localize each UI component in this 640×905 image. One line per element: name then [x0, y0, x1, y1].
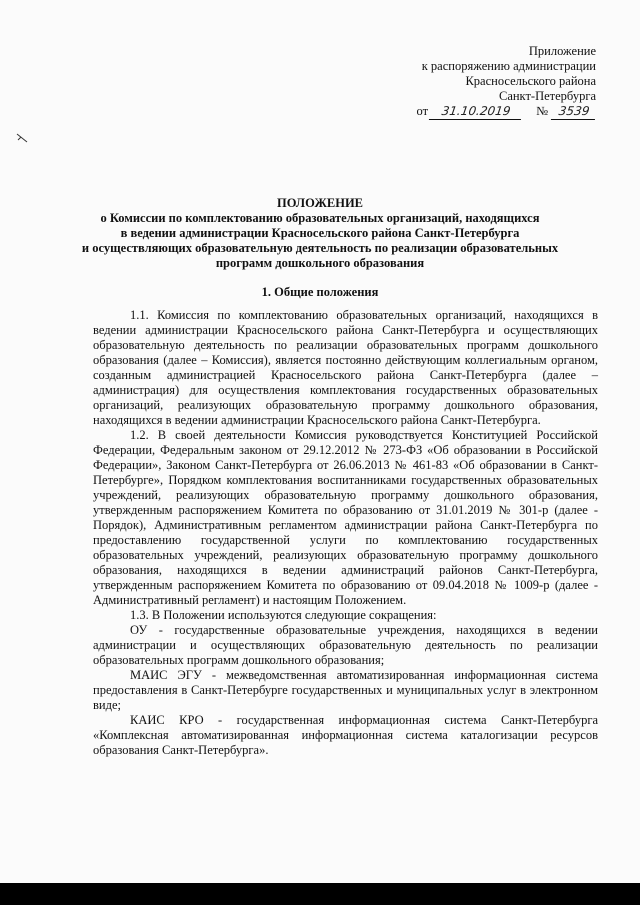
appendix-label: Приложение: [528, 44, 596, 58]
handwritten-date: 31.10.2019: [429, 104, 523, 120]
abbreviation-mais: МАИС ЭГУ - межведомственная автоматизированная информационная система предоставления в Санкт-Петербурге государственных и муниципальных услуг в электронном виде;: [93, 668, 598, 712]
paragraph-1-1: 1.1. Комиссия по комплектованию образовательных организаций, находящихся в ведении администрации Красносельского района Санкт-Петербурга и осуществляющих образовательную деятельность по реализации образовательных программ дошкольного образования (далее – Комиссия), является постоянно действующим коллегиальным органом, созданным администрацией Красносельского района Санкт-Петербурга (далее – администрация) для осуществления комплектования государственных образовательных организаций, реализующих образовательную программу дошкольного образования, находящихся в ведении администрации Красносельского района Санкт-Петербурга.: [93, 308, 598, 427]
appendix-city: Санкт-Петербурга: [498, 89, 596, 103]
paragraph-1-2: 1.2. В своей деятельности Комиссия руководствуется Конституцией Российской Федерации, Федеральным законом от 29.12.2012 № 273-ФЗ «Об образовании в Российской Федерации», Законом Санкт-Петербурга от 26.06.2013 № 461-83 «Об образовании в Санкт-Петербурге», Порядком комплектования воспитанниками государственных образовательных учреждений, реализующих образовательную программу дошкольного образования, утвержденным распоряжением Комитета по образованию от 31.01.2019 № 301-р (далее - Порядок), Административным регламентом администрации района Санкт-Петербурга по предоставлению государственной услуги по комплектованию государственных образовательных учреждений, реализующих образовательную программу дошкольного образования, находящихся в ведении администраций районов Санкт-Петербурга, утвержденным распоряжением Комитета по образованию от 09.04.2018 № 1009-р (далее - Административный регламент) и настоящим Положением.: [93, 428, 598, 607]
title-line-1: о Комиссии по комплектованию образовательных организаций, находящихся: [100, 211, 540, 225]
title-line-4: программ дошкольного образования: [215, 256, 425, 270]
appendix-header: [356, 44, 596, 120]
title-line-3: и осуществляющих образовательную деятельность по реализации образовательных: [81, 241, 559, 255]
appendix-order-ref: к распоряжению администрации: [421, 59, 596, 73]
abbreviation-kais: КАИС КРО - государственная информационная система Санкт-Петербурга «Комплексная автоматизированная информационная система каталогизации ресурсов образования Санкт-Петербурга».: [93, 713, 598, 757]
handwritten-number: 3539: [551, 104, 597, 120]
number-prefix: №: [536, 104, 548, 118]
scan-bottom-bar: [0, 883, 640, 905]
section-heading: 1. Общие положения: [261, 285, 379, 299]
document-title-block: [60, 196, 580, 271]
document-title: ПОЛОЖЕНИЕ: [276, 196, 364, 210]
paragraph-1-3: 1.3. В Положении используются следующие сокращения:: [130, 608, 437, 622]
order-date-number: [356, 104, 596, 120]
appendix-district: Красносельского района: [465, 74, 596, 88]
document-body: [93, 308, 598, 758]
date-prefix: от: [416, 104, 429, 118]
title-line-2: в ведении администрации Красносельского района Санкт-Петербурга: [120, 226, 520, 240]
abbreviation-ou: ОУ - государственные образовательные учреждения, находящихся в ведении администрации и осуществляющих образовательную деятельность по реализации образовательных программ дошкольного образования;: [93, 623, 598, 667]
scan-mark-icon: [15, 131, 29, 145]
